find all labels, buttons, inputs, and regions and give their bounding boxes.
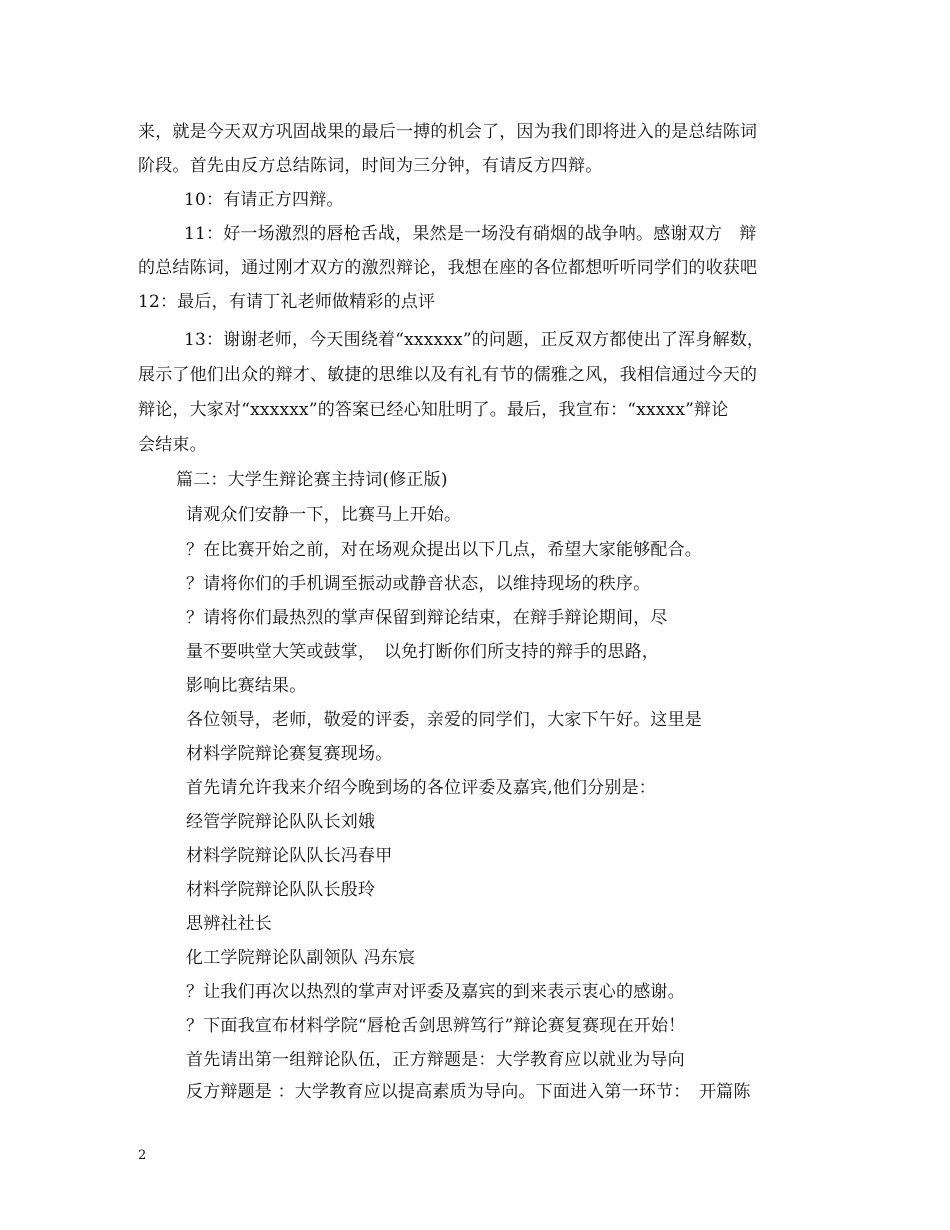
text-line: 12：最后，有请丁礼老师做精彩的点评	[138, 292, 436, 312]
text-line: 首先请允许我来介绍今晚到场的各位评委及嘉宾,他们分别是：	[186, 778, 657, 798]
text-line: 请观众们安静一下，比赛马上开始。	[186, 505, 462, 525]
text-line: 首先请出第一组辩论队伍，正方辩题是：大学教育应以就业为导向	[186, 1050, 685, 1070]
text-line: ？请将你们最热烈的掌声保留到辩论结束，在辩手辩论期间，尽	[186, 608, 668, 628]
text-line: 材料学院辩论赛复赛现场。	[186, 744, 393, 764]
text-line: 来，就是今天双方巩固战果的最后一搏的机会了，因为我们即将进入的是总结陈词	[138, 122, 758, 142]
text-line: ？下面我宣布材料学院“唇枪舌剑思辨笃行”辩论赛复赛现在开始！	[186, 1016, 686, 1036]
text-line: 会结束。	[138, 435, 207, 455]
text-line: 阶段。首先由反方总结陈词，时间为三分钟，有请反方四辩。	[138, 156, 603, 176]
text-line: 11：好一场激烈的唇枪舌战，果然是一场没有硝烟的战争呐。感谢双方 辩	[184, 224, 757, 244]
text-line: 各位领导，老师，敬爱的评委，亲爱的同学们，大家下午好。这里是	[186, 710, 702, 730]
text-line: 影响比赛结果。	[186, 676, 307, 696]
text-line: 13：谢谢老师，今天围绕着“xxxxxx”的问题，正反双方都使出了浑身解数，	[184, 330, 765, 350]
text-line: 展示了他们出众的辩才、敏捷的思维以及有礼有节的儒雅之风，我相信通过今天的	[138, 365, 758, 385]
text-line: 材料学院辩论队队长殷玲	[186, 880, 376, 900]
text-line: 10：有请正方四辩。	[184, 190, 344, 210]
text-line: 经管学院辩论队队长刘娥	[186, 812, 376, 832]
text-line: ？在比赛开始之前，对在场观众提出以下几点，希望大家能够配合。	[186, 540, 702, 560]
text-line: 反方辩题是 ：大学教育应以提高素质为导向。下面进入第一环节： 开篇陈	[186, 1082, 751, 1102]
section-heading: 篇二：大学生辩论赛主持词(修正版)	[176, 470, 448, 490]
text-line: ？请将你们的手机调至振动或静音状态，以维持现场的秩序。	[186, 574, 651, 594]
text-line: 化工学院辩论队副领队 冯东宸	[186, 948, 416, 968]
text-line: ？让我们再次以热烈的掌声对评委及嘉宾的到来表示衷心的感谢。	[186, 982, 685, 1002]
text-line: 材料学院辩论队队长冯春甲	[186, 846, 393, 866]
text-line: 思辨社社长	[186, 914, 272, 934]
text-line: 量不要哄堂大笑或鼓掌， 以免打断你们所支持的辩手的思路，	[186, 642, 660, 662]
page-number: 2	[138, 1148, 147, 1163]
text-line: 辩论，大家对“xxxxxx”的答案已经心知肚明了。最后，我宣布：“xxxxx”辩论	[138, 400, 729, 420]
text-line: 的总结陈词，通过刚才双方的激烈辩论，我想在座的各位都想听听同学们的收获吧	[138, 258, 758, 278]
